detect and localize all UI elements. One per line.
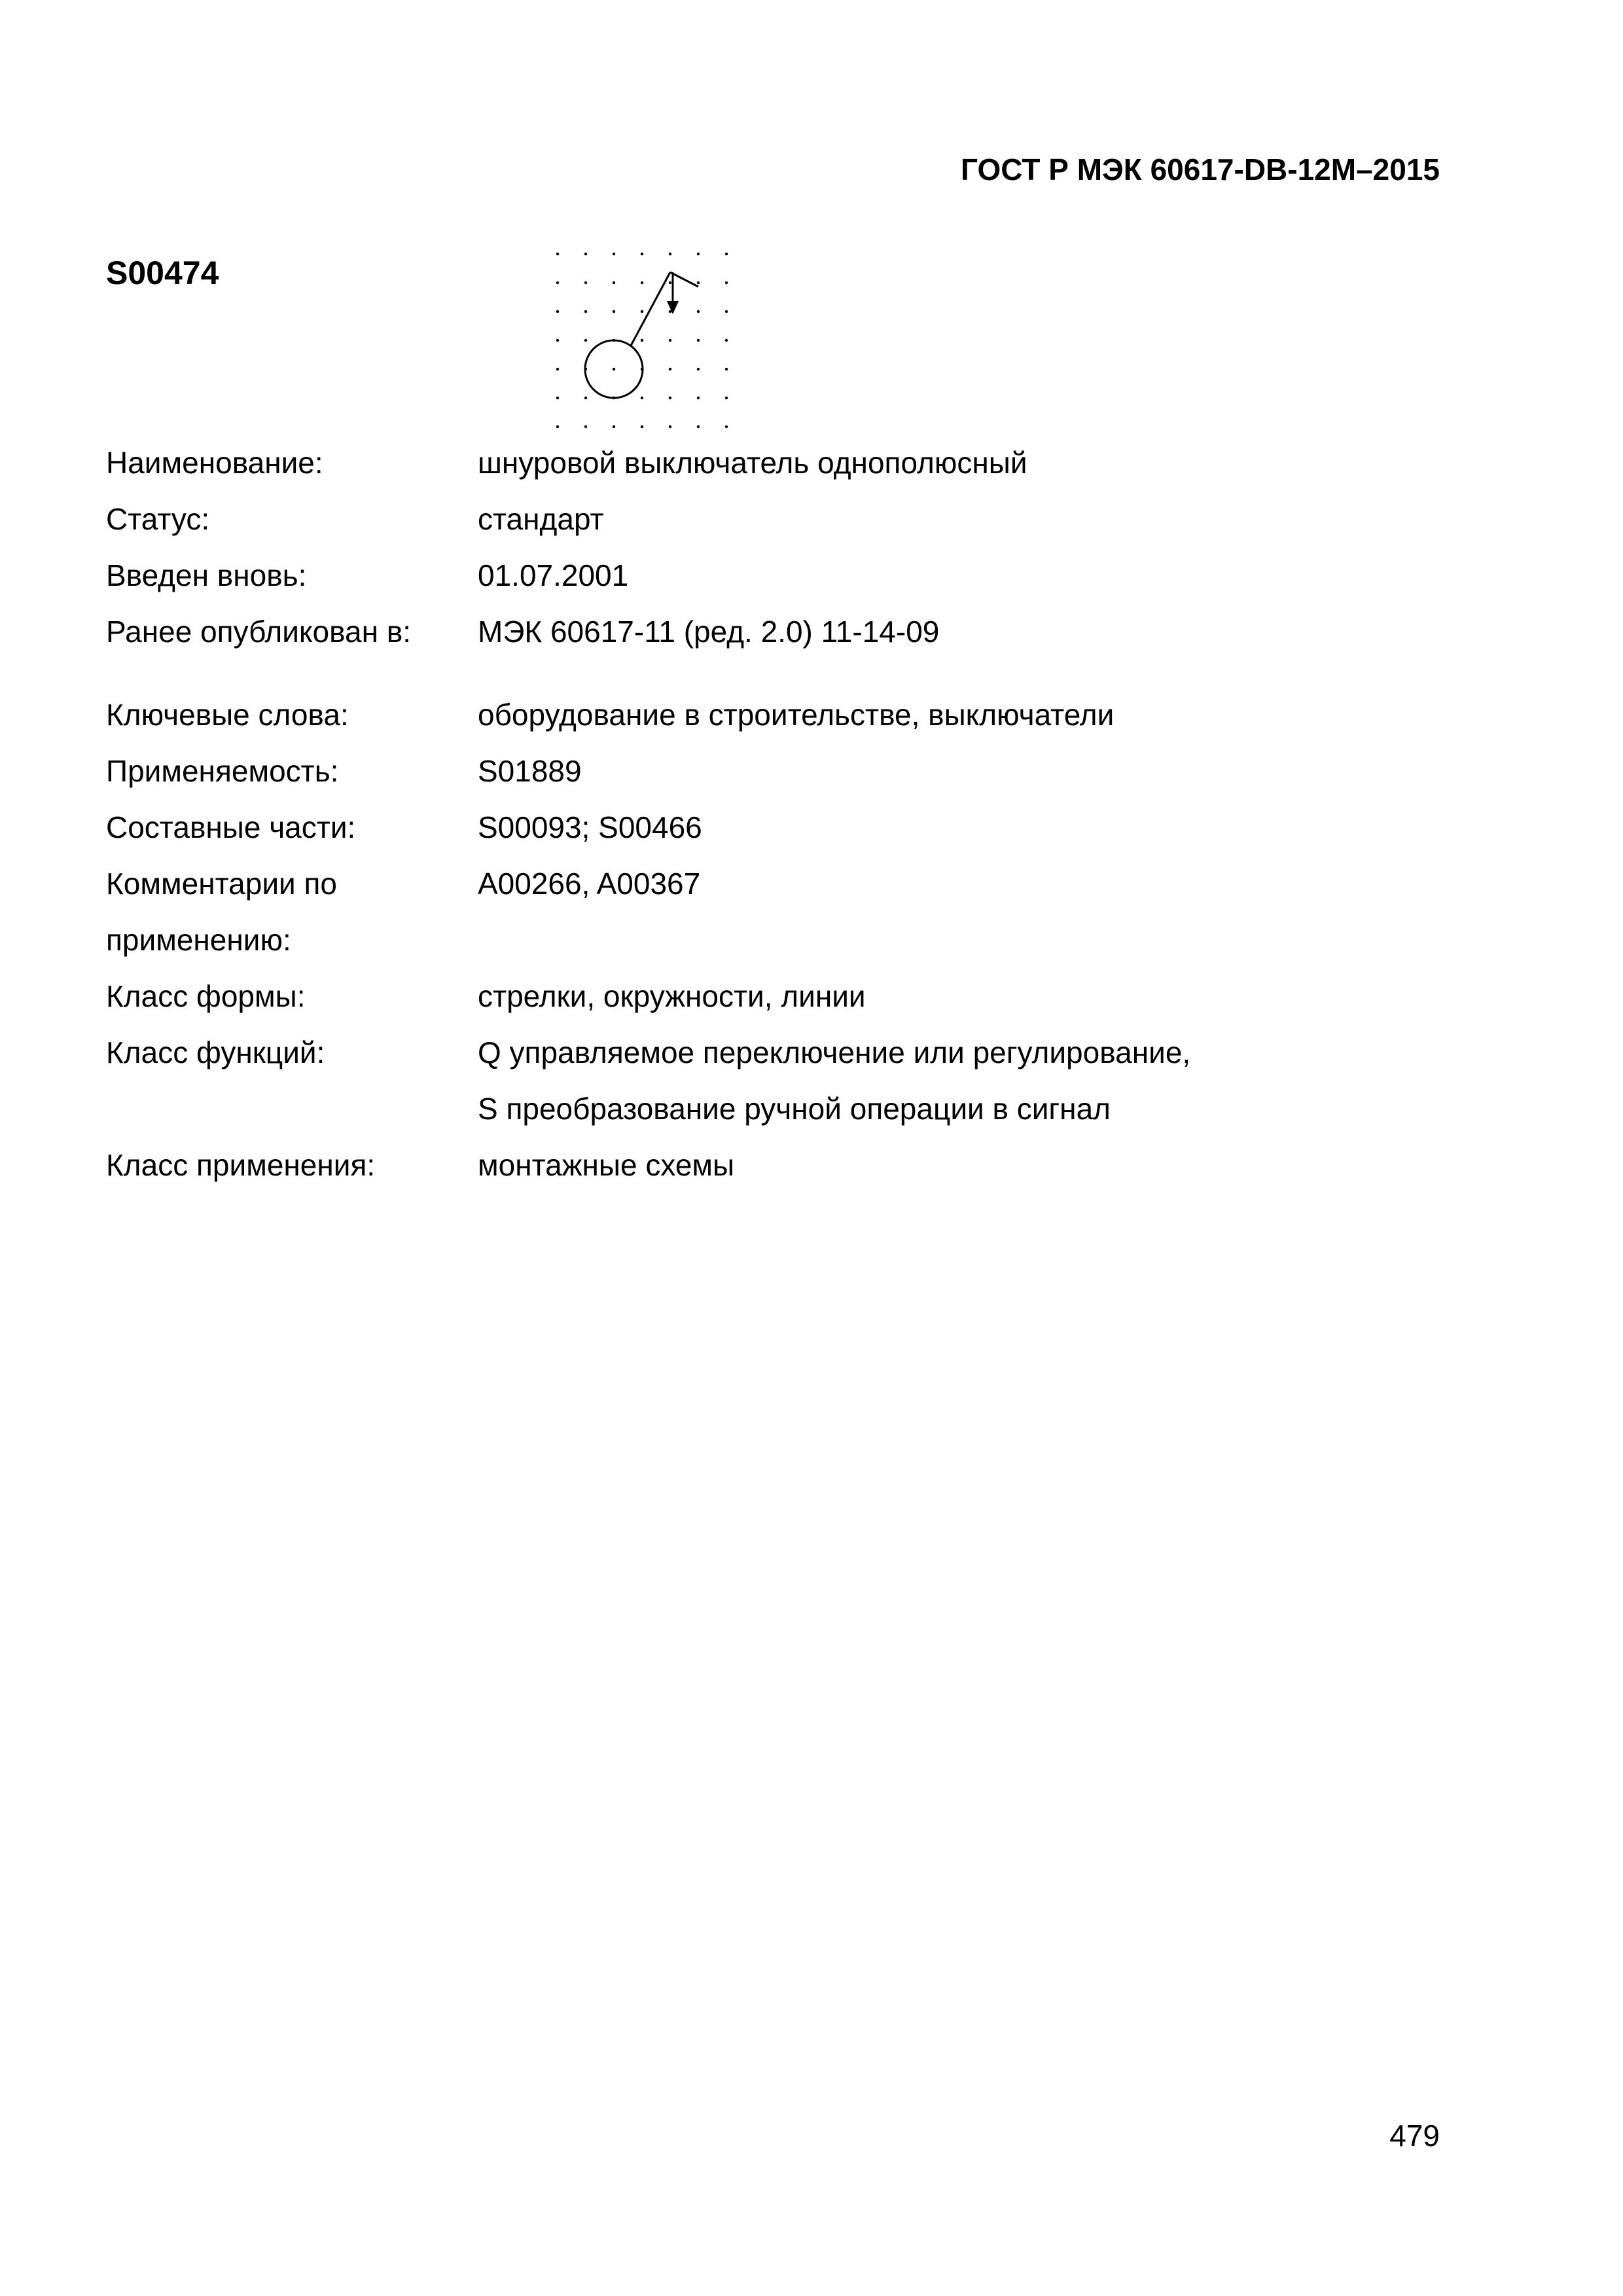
property-value: шнуровой выключатель однополюсный: [478, 446, 1027, 480]
property-value: оборудование в строительстве, выключатели: [478, 698, 1115, 732]
symbol-arrow-head: [667, 301, 679, 314]
property-value: S преобразование ручной операции в сигнал: [478, 1092, 1111, 1126]
grid-dot: [641, 425, 643, 428]
grid-dot: [556, 397, 559, 399]
property-label: Наименование:: [106, 446, 323, 480]
grid-dot: [725, 339, 728, 342]
grid-dot: [613, 253, 615, 255]
property-value: A00266, A00367: [478, 867, 701, 901]
grid-dot: [613, 368, 615, 370]
grid-dot: [556, 425, 559, 428]
grid-dot: [697, 310, 700, 313]
grid-dot: [613, 425, 615, 428]
grid-dot: [613, 310, 615, 313]
grid-dot: [641, 281, 643, 284]
grid-dot: [697, 339, 700, 342]
grid-dot: [556, 339, 559, 342]
grid-dot: [669, 368, 671, 370]
grid-dot: [556, 368, 559, 370]
property-label: Ключевые слова:: [106, 698, 349, 732]
grid-dot: [725, 310, 728, 313]
property-value: Q управляемое переключение или регулирование,: [478, 1035, 1191, 1069]
grid-dot: [641, 253, 643, 255]
property-value: S00093; S00466: [478, 810, 702, 844]
grid-dot: [669, 397, 671, 399]
pull-cord-switch-symbol: [546, 246, 736, 436]
grid-dot: [697, 425, 700, 428]
property-label: Введен вновь:: [106, 558, 307, 592]
grid-dot: [725, 368, 728, 370]
grid-dot: [613, 281, 615, 284]
grid-dot: [669, 253, 671, 255]
property-label: применению:: [106, 923, 291, 957]
property-label: Класс применения:: [106, 1148, 376, 1182]
grid-dot: [725, 281, 728, 284]
grid-dot: [556, 253, 559, 255]
grid-dot: [697, 281, 700, 284]
grid-dot: [641, 339, 643, 342]
property-label: Статус:: [106, 502, 210, 536]
grid-dot: [641, 310, 643, 313]
property-label: Класс функций:: [106, 1035, 325, 1069]
grid-dot: [669, 425, 671, 428]
property-label: Ранее опубликован в:: [106, 615, 412, 649]
property-value: монтажные схемы: [478, 1148, 735, 1182]
property-label: Применяемость:: [106, 754, 339, 788]
property-value: S01889: [478, 754, 582, 788]
symbol-id: S00474: [106, 255, 219, 291]
property-value: стрелки, окружности, линии: [478, 979, 866, 1013]
grid-dot: [556, 281, 559, 284]
grid-dot: [697, 253, 700, 255]
grid-dot: [697, 397, 700, 399]
page-number: 479: [1389, 2119, 1440, 2153]
symbol-switch-lever: [631, 272, 670, 346]
property-value: стандарт: [478, 502, 604, 536]
symbol-grid-dots: [556, 253, 728, 428]
grid-dot: [725, 397, 728, 399]
grid-dot: [584, 425, 587, 428]
property-label: Класс формы:: [106, 979, 306, 1013]
grid-dot: [584, 339, 587, 342]
property-label: Составные части:: [106, 810, 356, 844]
grid-dot: [584, 281, 587, 284]
grid-dot: [697, 368, 700, 370]
document-header: ГОСТ Р МЭК 60617-DB-12M–2015: [961, 152, 1440, 187]
grid-dot: [669, 339, 671, 342]
grid-dot: [556, 310, 559, 313]
property-value: 01.07.2001: [478, 558, 629, 592]
grid-dot: [669, 281, 671, 284]
property-value: МЭК 60617-11 (ред. 2.0) 11-14-09: [478, 615, 940, 649]
symbol-lever-tip: [670, 272, 698, 287]
property-label: Комментарии по: [106, 867, 337, 901]
grid-dot: [725, 425, 728, 428]
grid-dot: [584, 310, 587, 313]
grid-dot: [641, 397, 643, 399]
grid-dot: [584, 253, 587, 255]
grid-dot: [584, 397, 587, 399]
grid-dot: [725, 253, 728, 255]
